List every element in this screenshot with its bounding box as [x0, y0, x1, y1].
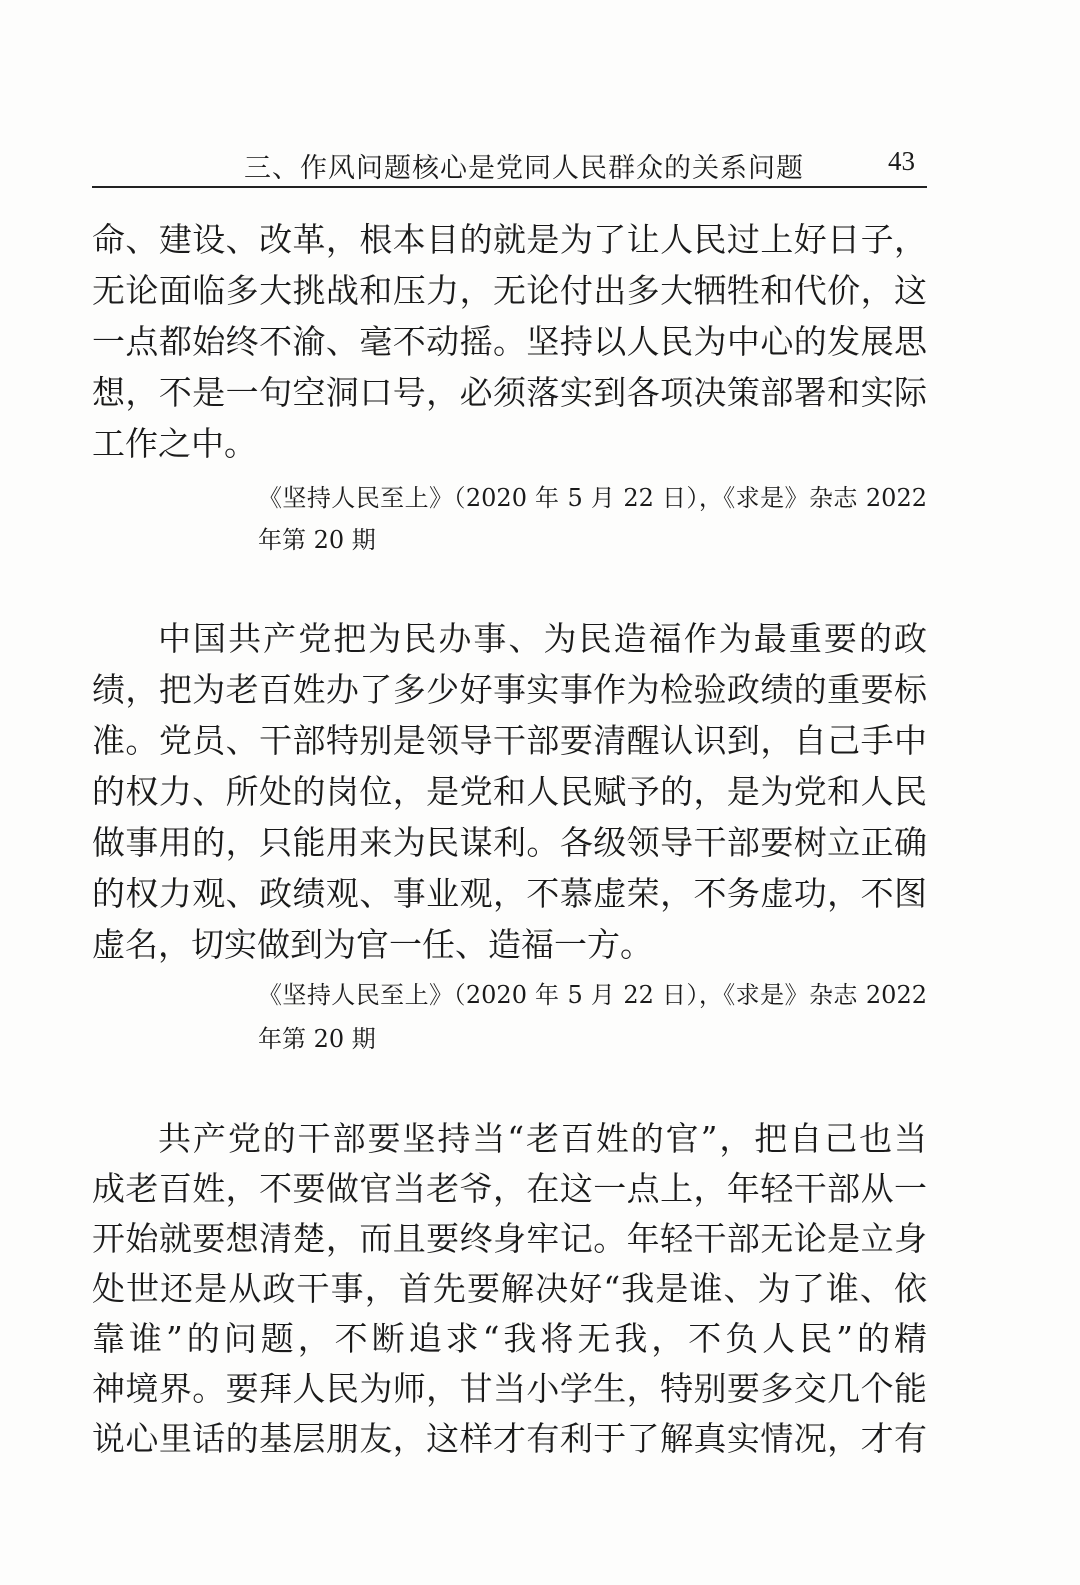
body-line: 说心里话的基层朋友，这样才有利于了解真实情况，才有	[92, 1419, 927, 1458]
body-line: 的权力观、政绩观、事业观，不慕虚荣，不务虚功，不图	[92, 874, 927, 913]
citation-line: 《坚持人民至上》（2020 年 5 月 22 日），《求是》杂志 2022	[258, 981, 927, 1009]
body-line: 无论面临多大挑战和压力，无论付出多大牺牲和代价，这	[92, 271, 927, 310]
citation-line: 《坚持人民至上》（2020 年 5 月 22 日），《求是》杂志 2022	[258, 484, 927, 512]
body-line: 靠谁”的问题，不断追求“我将无我，不负人民”的精	[92, 1319, 927, 1358]
body-line: 做事用的，只能用来为民谋利。各级领导干部要树立正确	[92, 823, 927, 862]
page-number: 43	[888, 146, 915, 176]
body-line: 成老百姓，不要做官当老爷，在这一点上，年轻干部从一	[92, 1169, 927, 1208]
body-line: 共产党的干部要坚持当“老百姓的官”，把自己也当	[158, 1119, 927, 1158]
body-line: 中国共产党把为民办事、为民造福作为最重要的政	[158, 619, 927, 658]
body-line: 的权力、所处的岗位，是党和人民赋予的，是为党和人民	[92, 772, 927, 811]
citation-line: 年第 20 期	[258, 1025, 376, 1053]
body-line: 准。党员、干部特别是领导干部要清醒认识到，自己手中	[92, 721, 927, 760]
running-head	[92, 146, 927, 186]
body-line: 虚名，切实做到为官一任、造福一方。	[92, 925, 653, 964]
body-line: 神境界。要拜人民为师，甘当小学生，特别要多交几个能	[92, 1369, 927, 1408]
body-line: 绩，把为老百姓办了多少好事实事作为检验政绩的重要标	[92, 670, 927, 709]
body-line: 开始就要想清楚，而且要终身牢记。年轻干部无论是立身	[92, 1219, 927, 1258]
header-rule	[92, 186, 927, 188]
citation-line: 年第 20 期	[258, 526, 376, 554]
body-line: 一点都始终不渝、毫不动摇。坚持以人民为中心的发展思	[92, 322, 927, 361]
body-line: 想，不是一句空洞口号，必须落实到各项决策部署和实际	[92, 373, 927, 412]
body-line: 命、建设、改革，根本目的就是为了让人民过上好日子，	[92, 220, 927, 259]
running-title: 三、作风问题核心是党同人民群众的关系问题	[244, 153, 804, 184]
body-line: 工作之中。	[92, 424, 257, 463]
body-line: 处世还是从政干事，首先要解决好“我是谁、为了谁、依	[92, 1269, 927, 1308]
